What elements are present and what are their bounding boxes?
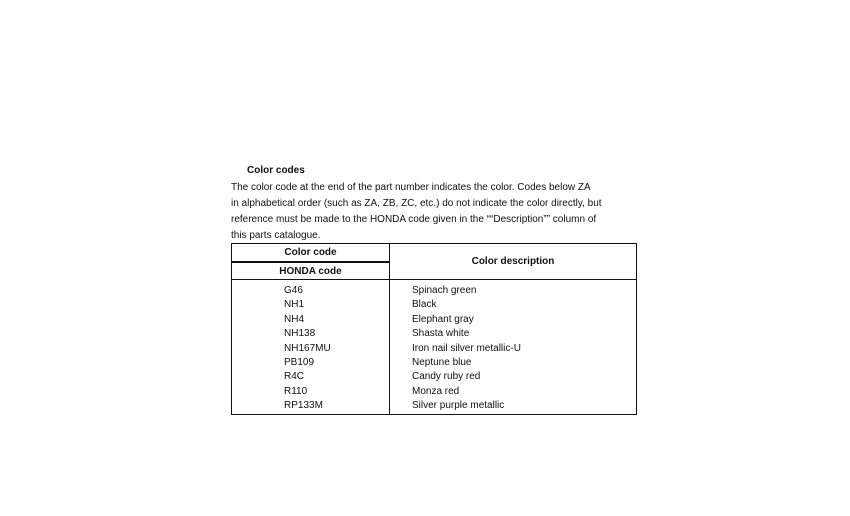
table-row [232,356,637,370]
color-description-cell: Spinach green [412,285,477,296]
color-code-table [231,243,637,415]
honda-code-cell: R4C [232,370,390,384]
color-description-cell: Shasta white [412,328,470,340]
intro-line: reference must be made to the HONDA code given in the ““Description”” column of [231,214,597,225]
honda-code-cell: R110 [232,385,390,399]
honda-code-cell: G46 [232,280,390,299]
honda-code-cell: NH138 [232,327,390,341]
color-description-cell: Candy ruby red [412,371,481,383]
color-description-cell: Monza red [412,385,460,397]
honda-code-cell: RP133M [232,399,390,414]
intro-line: The color code at the end of the part number indicates the color. Codes below ZA [231,182,591,193]
table-row [232,298,637,312]
color-description-cell: Iron nail silver metallic-U [412,342,521,354]
table-row [232,342,637,356]
color-description-cell: Elephant gray [412,313,474,325]
color-description-cell: Neptune blue [412,357,472,369]
table-row [232,280,637,299]
table-row [232,327,637,341]
honda-code-cell: NH4 [232,313,390,327]
color-description-cell: Silver purple metallic [412,400,505,412]
honda-code-cell: NH1 [232,298,390,312]
intro-line: this parts catalogue. [231,230,321,241]
section-heading: Color codes [247,165,305,176]
intro-line: in alphabetical order (such as ZA, ZB, ZC, etc.) do not indicate the color directly, but [231,198,602,209]
honda-code-cell: PB109 [232,356,390,370]
intro-paragraph [231,180,641,244]
header-color-code: Color code [232,244,390,263]
table-row [232,370,637,384]
table-row [232,399,637,414]
header-color-description: Color description [390,244,637,280]
table-row [232,385,637,399]
header-honda-code: HONDA code [232,262,390,280]
color-description-cell: Black [412,299,437,311]
table-row [232,313,637,327]
honda-code-cell: NH167MU [232,342,390,356]
